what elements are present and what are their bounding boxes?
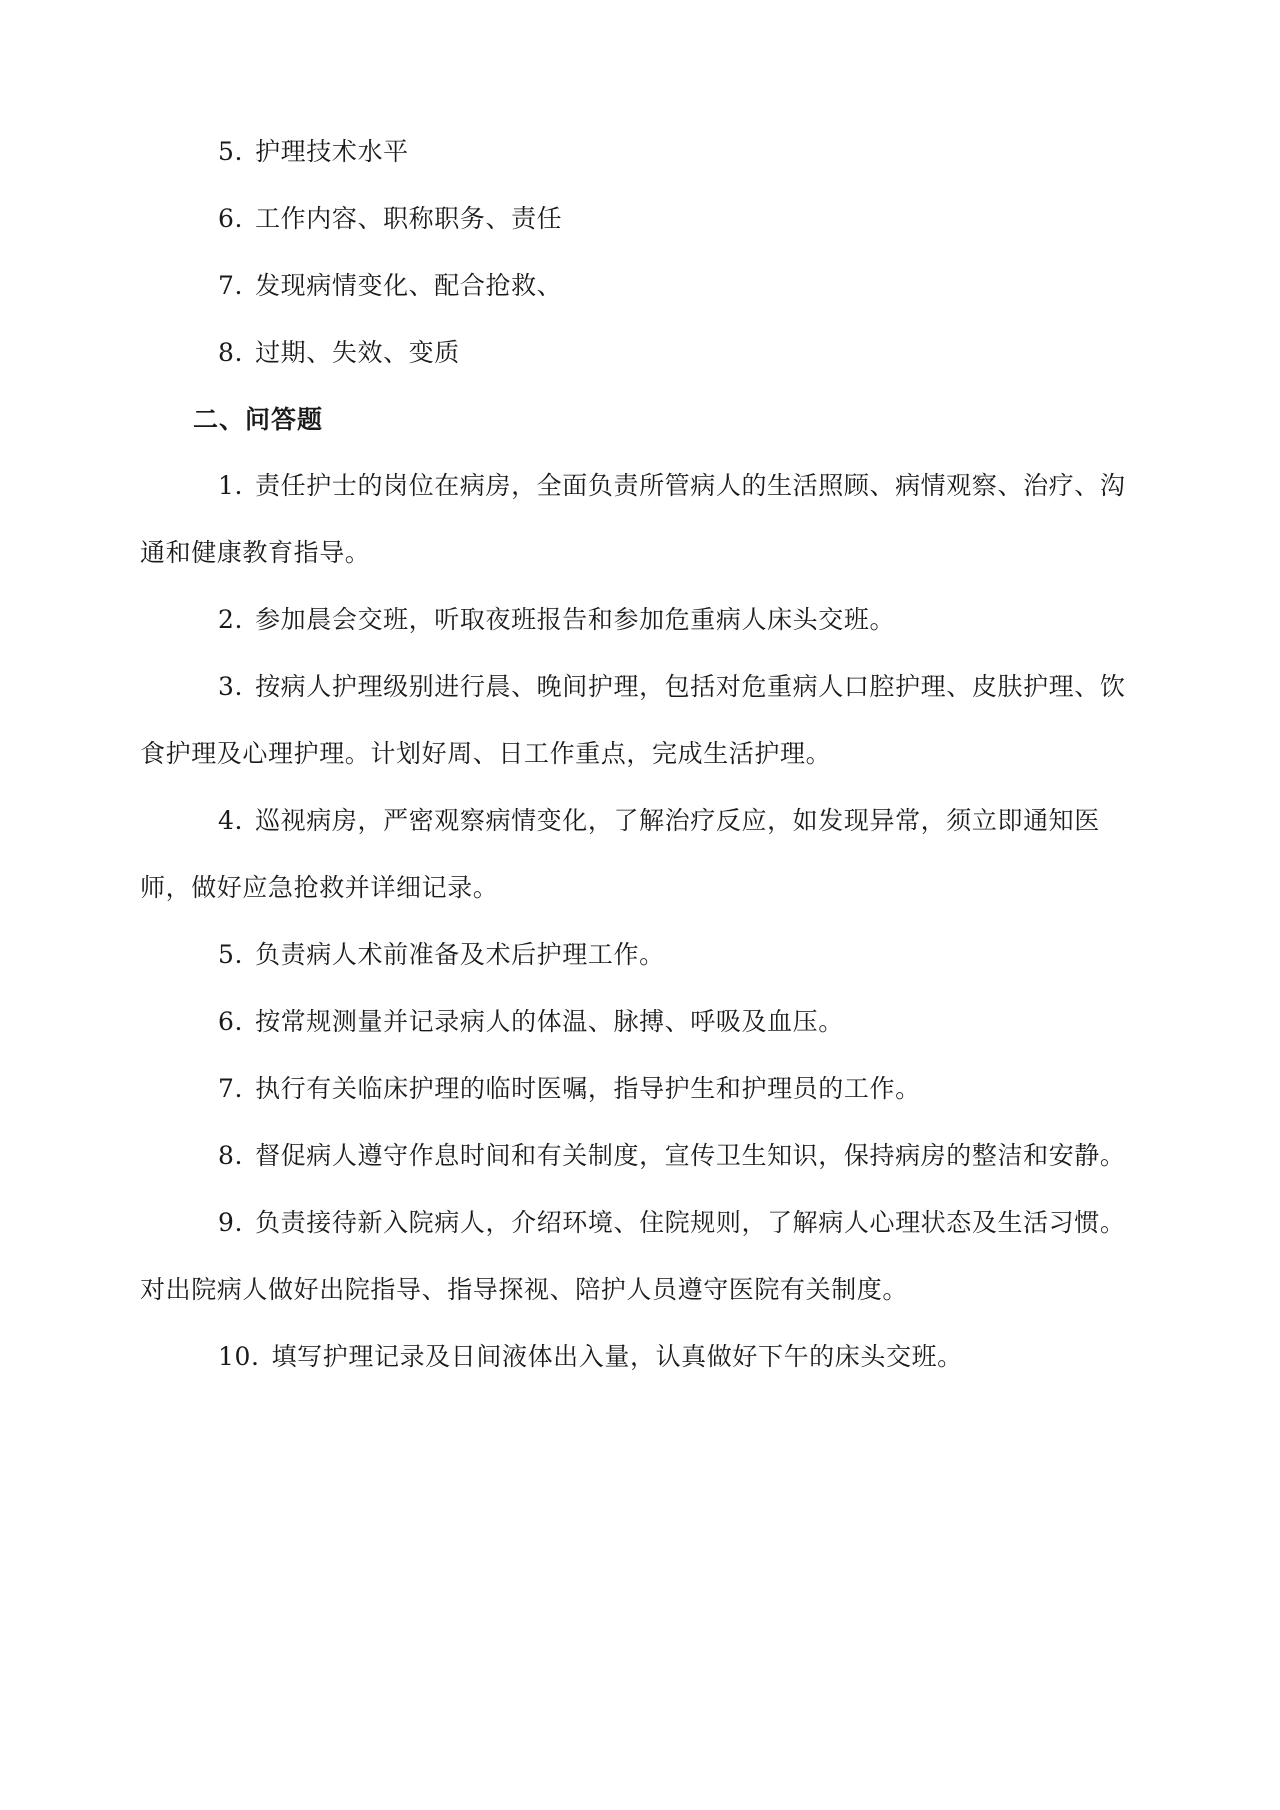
qa-item-line (218, 1139, 1125, 1173)
fill-item (218, 135, 409, 169)
item-number: 3. (218, 672, 244, 701)
item-text: 过期、失效、变质 (255, 338, 460, 367)
qa-item-line (218, 670, 1125, 704)
fill-item (218, 269, 562, 303)
item-text: 责任护士的岗位在病房，全面负责所管病人的生活照顾、病情观察、治疗、沟 (255, 471, 1126, 500)
qa-item-continuation: 师，做好应急抢救并详细记录。 (140, 873, 499, 902)
qa-item-line (218, 1005, 844, 1039)
qa-item-line (218, 603, 895, 637)
item-text: 发现病情变化、配合抢救、 (255, 271, 563, 300)
qa-item-line (218, 1340, 963, 1374)
item-number: 6. (218, 204, 244, 233)
item-number: 5. (218, 940, 244, 969)
item-text: 督促病人遵守作息时间和有关制度，宣传卫生知识，保持病房的整洁和安静。 (255, 1141, 1126, 1170)
item-number: 8. (218, 1141, 244, 1170)
item-text: 填写护理记录及日间液体出入量，认真做好下午的床头交班。 (271, 1342, 963, 1371)
item-text: 执行有关临床护理的临时医嘱，指导护生和护理员的工作。 (255, 1074, 921, 1103)
item-text: 按常规测量并记录病人的体温、脉搏、呼吸及血压。 (255, 1007, 844, 1036)
item-number: 5. (218, 137, 244, 166)
qa-item-continuation: 食护理及心理护理。计划好周、日工作重点，完成生活护理。 (140, 739, 832, 768)
item-text: 按病人护理级别进行晨、晚间护理，包括对危重病人口腔护理、皮肤护理、饮 (255, 672, 1126, 701)
item-number: 7. (218, 271, 244, 300)
item-number: 8. (218, 338, 244, 367)
item-number: 2. (218, 605, 244, 634)
fill-item (218, 202, 562, 236)
qa-item-line (218, 469, 1125, 503)
item-text: 负责病人术前准备及术后护理工作。 (255, 940, 665, 969)
item-number: 6. (218, 1007, 244, 1036)
item-text: 工作内容、职称职务、责任 (255, 204, 563, 233)
qa-item-line (218, 1206, 1125, 1240)
fill-item (218, 336, 460, 370)
qa-item-line (218, 938, 665, 972)
item-number: 7. (218, 1074, 244, 1103)
qa-item-continuation: 通和健康教育指导。 (140, 538, 371, 567)
item-text: 参加晨会交班，听取夜班报告和参加危重病人床头交班。 (255, 605, 896, 634)
qa-item-line (218, 1072, 921, 1106)
qa-item-line (218, 804, 1100, 838)
item-number: 1. (218, 471, 244, 500)
item-number: 4. (218, 806, 244, 835)
item-text: 负责接待新入院病人，介绍环境、住院规则，了解病人心理状态及生活习惯。 (255, 1208, 1126, 1237)
item-text: 护理技术水平 (255, 137, 409, 166)
item-number: 10. (218, 1342, 260, 1371)
item-number: 9. (218, 1208, 244, 1237)
section-heading: 二、问答题 (193, 405, 324, 434)
item-text: 巡视病房，严密观察病情变化，了解治疗反应，如发现异常，须立即通知医 (255, 806, 1100, 835)
qa-item-continuation: 对出院病人做好出院指导、指导探视、陪护人员遵守医院有关制度。 (140, 1275, 909, 1304)
